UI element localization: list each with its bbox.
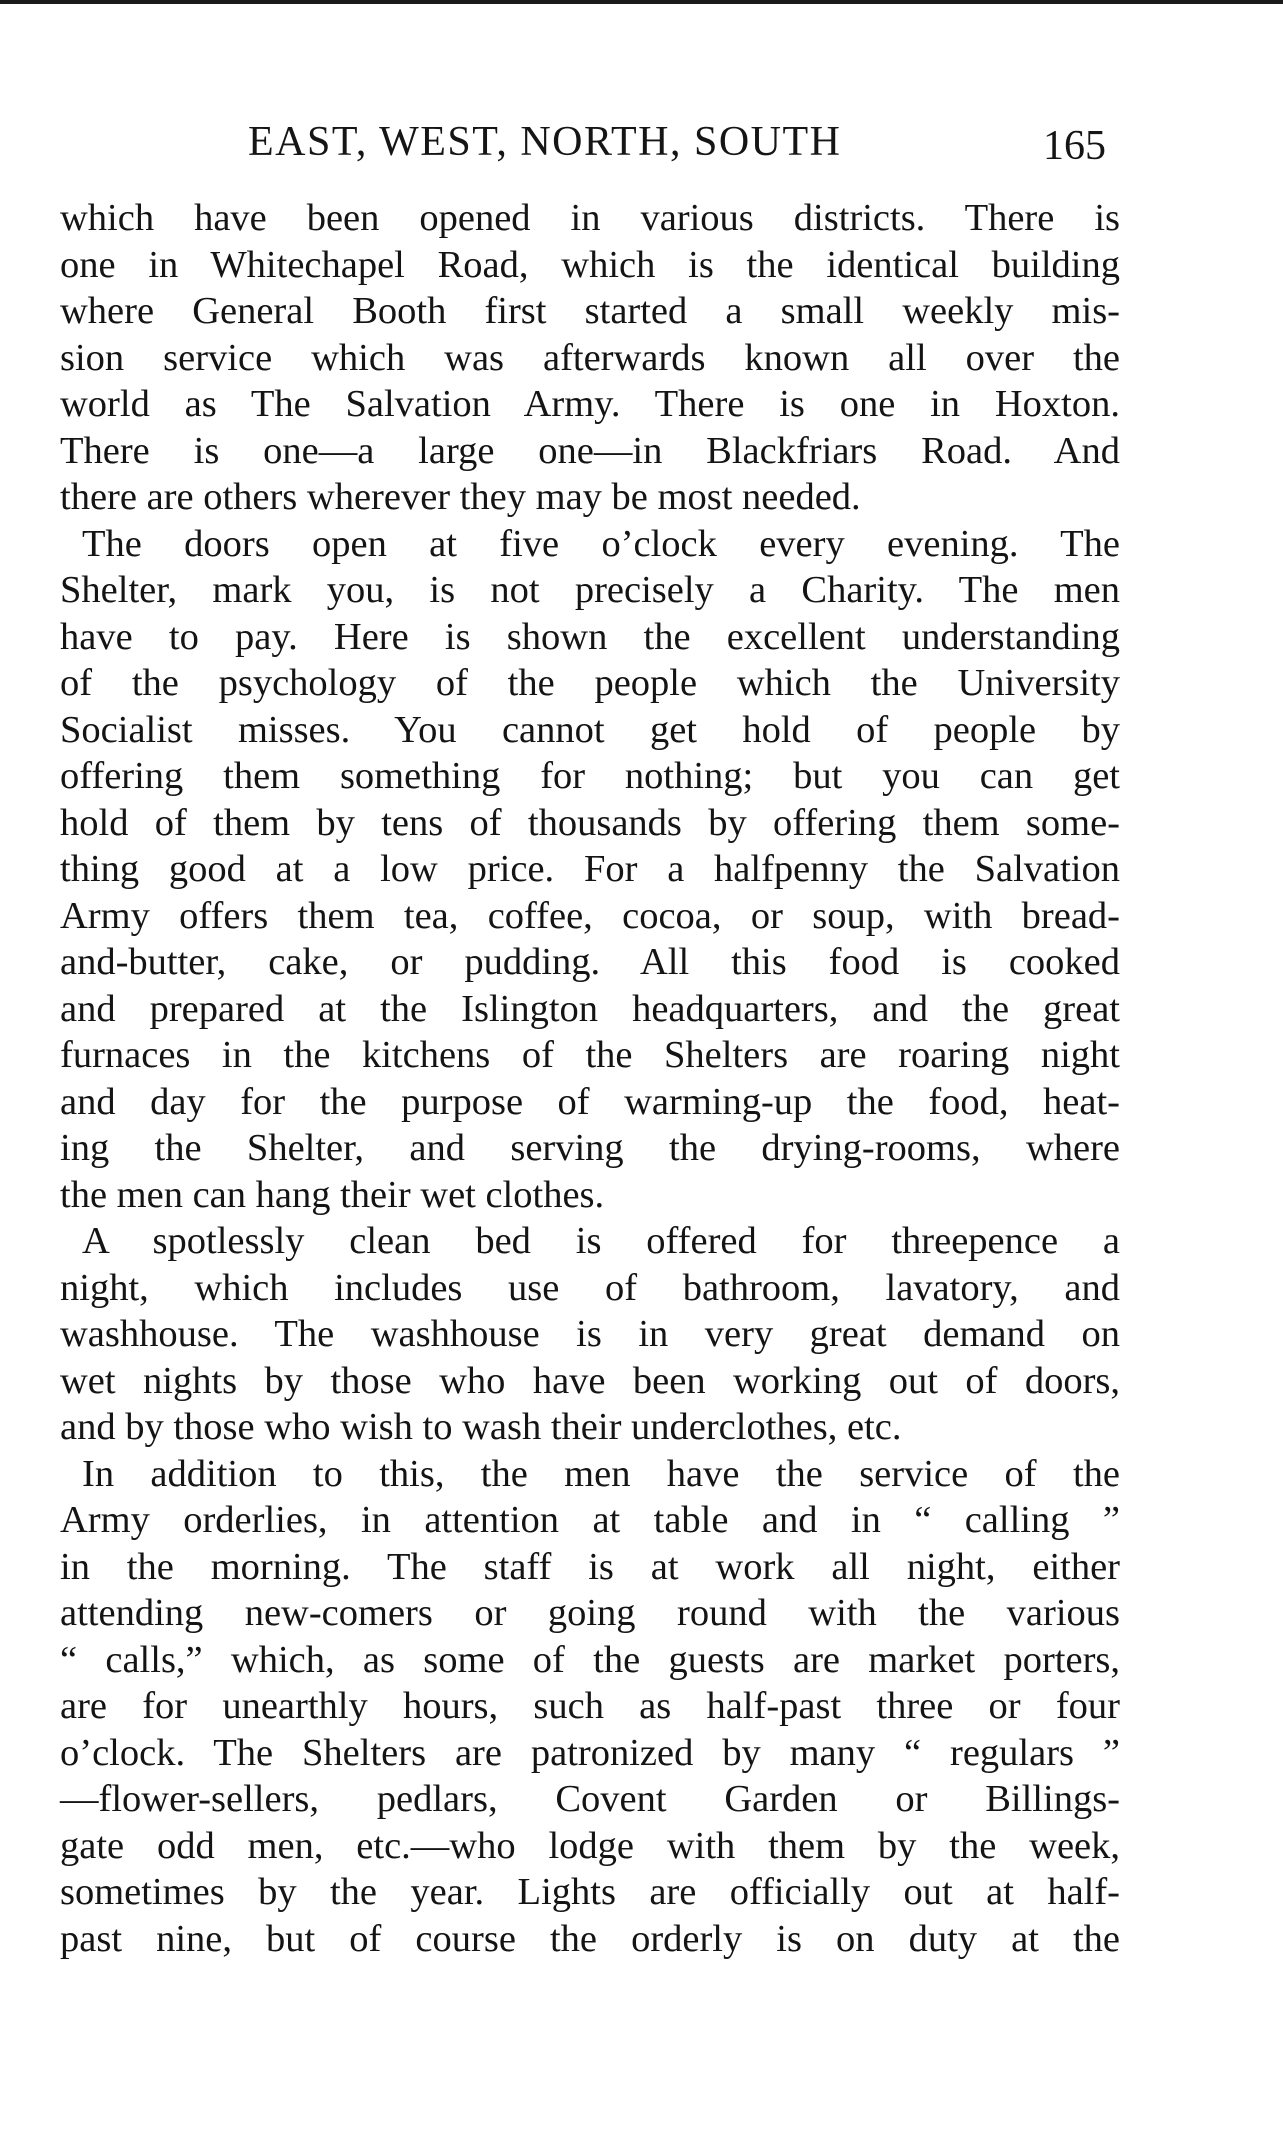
text-line: where General Booth first started a small weekly mis- (60, 290, 1120, 332)
text-line: There is one—a large one—in Blackfriars Road. And (60, 429, 1120, 472)
text-line: and by those who wish to wash their underclothes, etc. (60, 1406, 902, 1448)
paragraph (60, 1451, 1120, 1963)
text-line: thing good at a low price. For a halfpenny the Salvation (60, 848, 1120, 890)
text-line: and prepared at the Islington headquarters, and the great (60, 987, 1120, 1030)
text-line: washhouse. The washhouse is in very great demand on (60, 1313, 1120, 1355)
text-line: night, which includes use of bathroom, lavatory, and (60, 1266, 1120, 1309)
paragraph (60, 1218, 1120, 1451)
text-line: ing the Shelter, and serving the drying-rooms, where (60, 1127, 1120, 1169)
text-line: A spotlessly clean bed is offered for threepence a (82, 1220, 1120, 1262)
paragraph (60, 521, 1120, 1219)
text-line: and-butter, cake, or pudding. All this food is cooked (60, 941, 1120, 983)
text-line: Army orderlies, in attention at table and in “ calling ” (60, 1499, 1120, 1541)
text-line: The doors open at five o’clock every evening. The (82, 522, 1120, 565)
text-line: the men can hang their wet clothes. (60, 1173, 605, 1216)
text-line: there are others wherever they may be most needed. (60, 476, 861, 518)
text-line: one in Whitechapel Road, which is the identical building (60, 243, 1120, 286)
text-line: In addition to this, the men have the service of the (82, 1452, 1120, 1495)
text-line: are for unearthly hours, such as half-past three or four (60, 1685, 1120, 1727)
text-line: sometimes by the year. Lights are officially out at half- (60, 1871, 1120, 1913)
body-text (60, 195, 1120, 1962)
text-line: sion service which was afterwards known all over the (60, 336, 1120, 379)
text-line: of the psychology of the people which the University (60, 662, 1120, 704)
text-line: have to pay. Here is shown the excellent understanding (60, 615, 1120, 658)
text-line: “ calls,” which, as some of the guests are market porters, (60, 1638, 1120, 1681)
text-line: furnaces in the kitchens of the Shelters are roaring night (60, 1034, 1120, 1076)
text-line: Shelter, mark you, is not precisely a Charity. The men (60, 569, 1120, 611)
text-line: Socialist misses. You cannot get hold of people by (60, 708, 1120, 751)
text-line: in the morning. The staff is at work all night, either (60, 1545, 1120, 1588)
text-line: past nine, but of course the orderly is on duty at the (60, 1917, 1120, 1960)
text-line: hold of them by tens of thousands by offering them some- (60, 801, 1120, 844)
text-line: attending new-comers or going round with the various (60, 1592, 1120, 1634)
text-line: —flower-sellers, pedlars, Covent Garden or Billings- (60, 1778, 1120, 1820)
text-line: world as The Salvation Army. There is one in Hoxton. (60, 383, 1120, 425)
text-line: and day for the purpose of warming-up the food, heat- (60, 1080, 1120, 1123)
top-edge-rule (0, 0, 1283, 4)
text-line: gate odd men, etc.—who lodge with them by the week, (60, 1824, 1120, 1867)
text-line: offering them something for nothing; but you can get (60, 755, 1120, 797)
text-line: o’clock. The Shelters are patronized by many “ regulars ” (60, 1731, 1120, 1774)
running-head (0, 118, 1283, 178)
running-title: EAST, WEST, NORTH, SOUTH (248, 119, 842, 165)
text-line: wet nights by those who have been working out of doors, (60, 1359, 1120, 1402)
text-line: which have been opened in various districts. There is (60, 197, 1120, 239)
page-number: 165 (1043, 123, 1106, 169)
text-line: Army offers them tea, coffee, cocoa, or soup, with bread- (60, 894, 1120, 937)
paragraph (60, 195, 1120, 521)
